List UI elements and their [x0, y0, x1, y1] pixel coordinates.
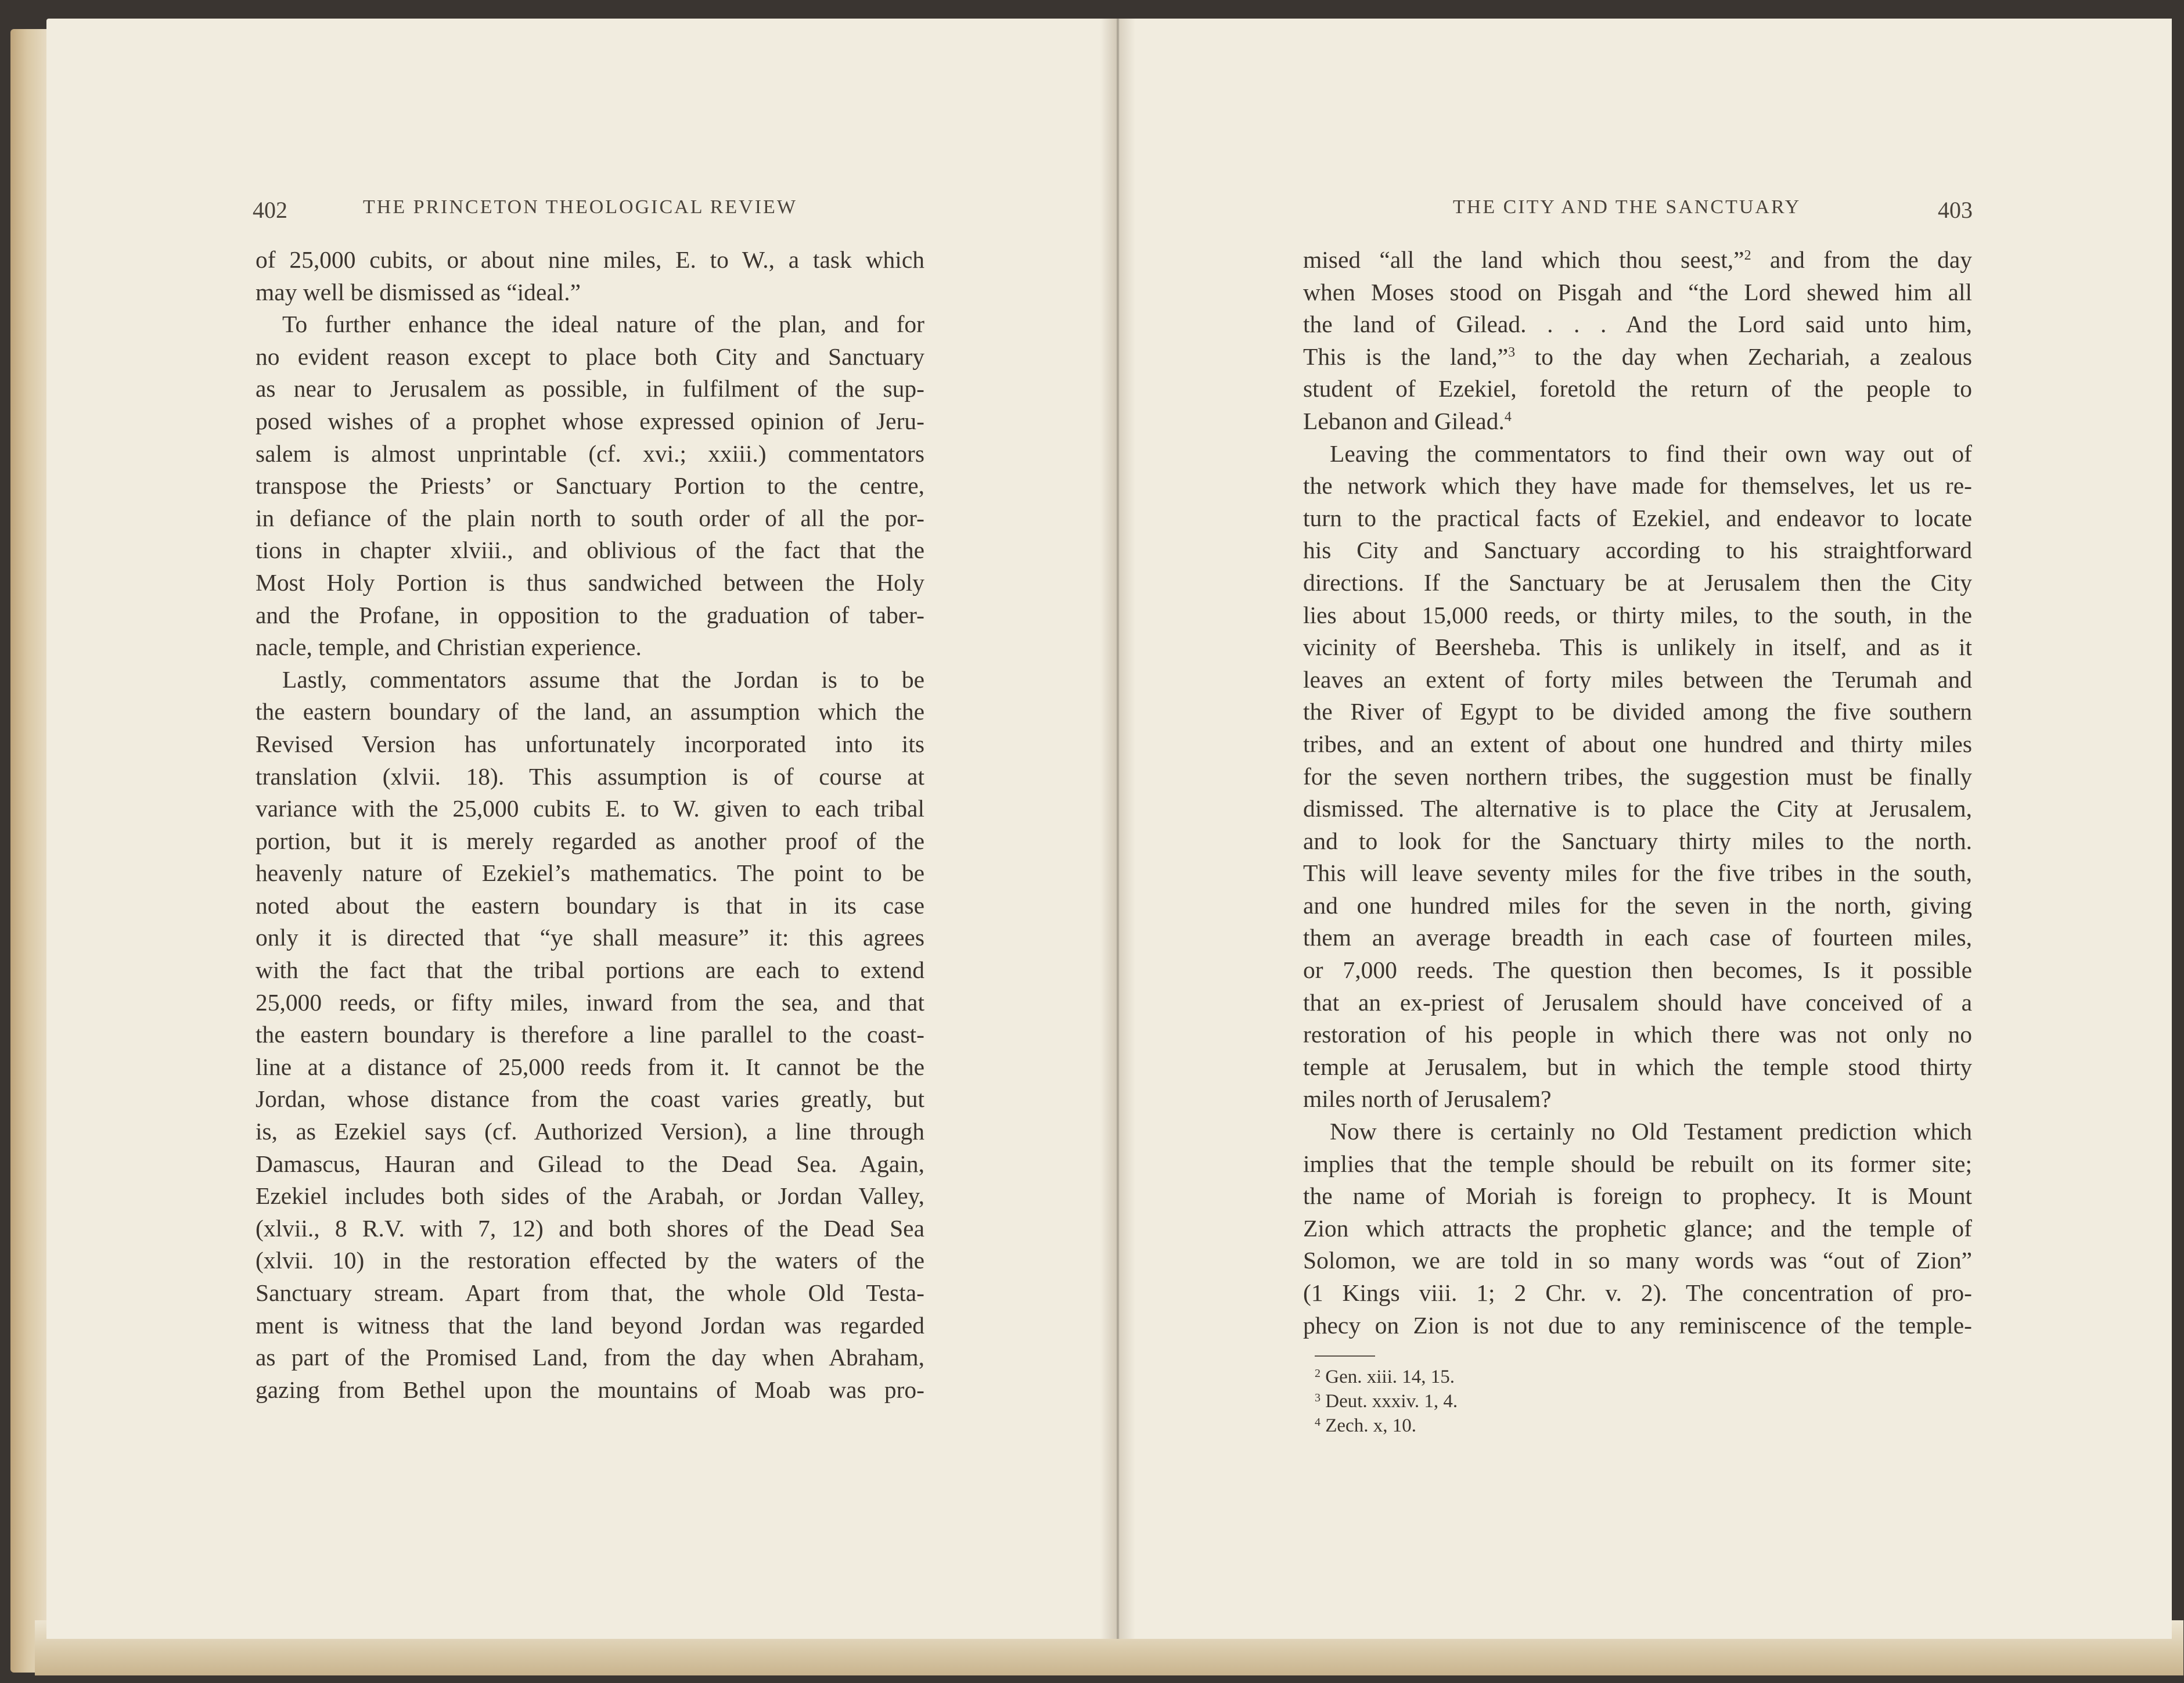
text-line: Solomon, we are told in so many words was “out of Zion”: [1303, 1247, 1972, 1274]
text-line: tribes, and an extent of about one hundred and thirty miles: [1303, 730, 1972, 757]
right-body-text: [1303, 244, 1972, 1342]
footnote-rule: [1315, 1355, 1375, 1357]
text-line: Damascus, Hauran and Gilead to the Dead Sea. Again,: [256, 1150, 924, 1177]
text-line: (xlvii. 10) in the restoration effected by the waters of the: [256, 1247, 924, 1274]
text-line: no evident reason except to place both City and Sanctuary: [256, 343, 924, 370]
left-page: [46, 19, 1118, 1639]
text-line: as part of the Promised Land, from the day when Abraham,: [256, 1344, 924, 1371]
text-line: posed wishes of a prophet whose expressed opinion of Jeru-: [256, 407, 924, 434]
text-line: Revised Version has unfortunately incorporated into its: [256, 730, 924, 757]
text-line: tions in chapter xlviii., and oblivious of the fact that the: [256, 537, 924, 564]
footnote-marker: 4: [1504, 409, 1512, 425]
text-line: directions. If the Sanctuary be at Jerusalem then the City: [1303, 569, 1972, 596]
text-line: restoration of his people in which there was not only no: [1303, 1021, 1972, 1048]
text-line: the network which they have made for themselves, let us re-: [1303, 472, 1972, 499]
text-line: 25,000 reeds, or fifty miles, inward from the sea, and that: [256, 988, 924, 1016]
text-line: or 7,000 reeds. The question then becomes, Is it possible: [1303, 956, 1972, 984]
text-line: the River of Egypt to be divided among the five southern: [1303, 698, 1972, 725]
text-line: vicinity of Beersheba. This is unlikely in itself, and as it: [1303, 634, 1972, 661]
text-line: dismissed. The alternative is to place the City at Jerusalem,: [1303, 795, 1972, 822]
text-line: ment is witness that the land beyond Jordan was regarded: [256, 1311, 924, 1339]
text-line: is, as Ezekiel says (cf. Authorized Version), a line through: [256, 1118, 924, 1145]
text-line: line at a distance of 25,000 reeds from it. It cannot be the: [256, 1053, 924, 1080]
text-line: for the seven northern tribes, the suggestion must be finally: [1303, 763, 1972, 790]
text-line: and the Profane, in opposition to the graduation of taber-: [256, 601, 924, 628]
text-line: transpose the Priests’ or Sanctuary Portion to the centre,: [256, 472, 924, 499]
footnote: $^3$ Deut. xxxiv. 1, 4.: [1315, 1391, 1458, 1412]
text-line: only it is directed that “ye shall measure” it: this agrees: [256, 924, 924, 951]
text-line: of 25,000 cubits, or about nine miles, E. to W., a task which: [256, 246, 924, 273]
text-line: heavenly nature of Ezekiel’s mathematics. The point to be: [256, 860, 924, 887]
text-line: phecy on Zion is not due to any reminiscence of the temple-: [1303, 1311, 1972, 1339]
text-line: when Moses stood on Pisgah and “the Lord shewed him all: [1303, 278, 1972, 305]
text-line: Lastly, commentators assume that the Jordan is to be: [282, 666, 924, 693]
gutter-shadow: [1100, 19, 1135, 1639]
text-line: Sanctuary stream. Apart from that, the whole Old Testa-: [256, 1279, 924, 1306]
text-line: nacle, temple, and Christian experience.: [256, 634, 642, 661]
text-line: as near to Jerusalem as possible, in fulfilment of the sup-: [256, 375, 924, 402]
text-line: turn to the practical facts of Ezekiel, and endeavor to locate: [1303, 504, 1972, 531]
right-running-head: THE CITY AND THE SANCTUARY: [1453, 196, 1801, 218]
left-folio: [253, 196, 287, 224]
text-line: Now there is certainly no Old Testament prediction which: [1330, 1118, 1972, 1145]
text-line: may well be dismissed as “ideal.”: [256, 278, 581, 305]
text-line: noted about the eastern boundary is that in its case: [256, 891, 924, 919]
text-line: Ezekiel includes both sides of the Arabah, or Jordan Valley,: [256, 1182, 924, 1210]
text-line: temple at Jerusalem, but in which the temple stood thirty: [1303, 1053, 1972, 1080]
left-running-head: THE PRINCETON THEOLOGICAL REVIEW: [363, 196, 797, 218]
text-line: that an ex-priest of Jerusalem should have conceived of a: [1303, 988, 1972, 1016]
text-line: This will leave seventy miles for the five tribes in the south,: [1303, 860, 1972, 887]
text-line: his City and Sanctuary according to his straightforward: [1303, 537, 1972, 564]
text-line: Zion which attracts the prophetic glance; and the temple of: [1303, 1214, 1972, 1242]
page-edges-left: [10, 29, 51, 1673]
text-line: and one hundred miles for the seven in the north, giving: [1303, 891, 1972, 919]
text-line: Lebanon and Gilead.$^4$: [1303, 407, 1512, 434]
text-line: portion, but it is merely regarded as another proof of the: [256, 827, 924, 854]
page-number: 402: [253, 197, 287, 223]
text-line: with the fact that the tribal portions are each to extend: [256, 956, 924, 984]
text-line: mised “all the land which thou seest,”$^2$ and from the day: [1303, 246, 1972, 273]
text-line: the eastern boundary of the land, an assumption which the: [256, 698, 924, 725]
footnote: $^4$ Zech. x, 10.: [1315, 1415, 1416, 1436]
text-line: translation (xlvii. 18). This assumption is of course at: [256, 763, 924, 790]
text-line: Jordan, whose distance from the coast varies greatly, but: [256, 1085, 924, 1113]
text-line: student of Ezekiel, foretold the return of the people to: [1303, 375, 1972, 402]
text-line: them an average breadth in each case of fourteen miles,: [1303, 924, 1972, 951]
text-line: Most Holy Portion is thus sandwiched between the Holy: [256, 569, 924, 596]
text-line: salem is almost unprintable (cf. xvi.; xxiii.) commentators: [256, 440, 924, 467]
text-line: Leaving the commentators to find their own way out of: [1330, 440, 1972, 467]
text-line: variance with the 25,000 cubits E. to W. given to each tribal: [256, 795, 924, 822]
text-line: the name of Moriah is foreign to prophecy. It is Mount: [1303, 1182, 1972, 1210]
text-line: lies about 15,000 reeds, or thirty miles, to the south, in the: [1303, 601, 1972, 628]
text-line: the land of Gilead. . . . And the Lord said unto him,: [1303, 311, 1972, 338]
text-line: implies that the temple should be rebuilt on its former site;: [1303, 1150, 1972, 1177]
text-line: gazing from Bethel upon the mountains of Moab was pro-: [256, 1376, 924, 1403]
left-body-text: [256, 244, 924, 1406]
text-line: To further enhance the ideal nature of the plan, and for: [282, 311, 924, 338]
footnote-marker: 3: [1508, 344, 1516, 360]
footnote: $^2$ Gen. xiii. 14, 15.: [1315, 1366, 1455, 1387]
text-line: (xlvii., 8 R.V. with 7, 12) and both shores of the Dead Sea: [256, 1214, 924, 1242]
text-line: This is the land,”$^3$ to the day when Zechariah, a zealous: [1303, 343, 1973, 370]
text-line: the eastern boundary is therefore a line parallel to the coast-: [256, 1021, 924, 1048]
right-folio: [1938, 196, 1973, 224]
text-line: leaves an extent of forty miles between the Terumah and: [1303, 666, 1972, 693]
text-line: (1 Kings viii. 1; 2 Chr. v. 2). The concentration of pro-: [1303, 1279, 1972, 1306]
text-line: and to look for the Sanctuary thirty miles to the north.: [1303, 827, 1972, 854]
text-line: miles north of Jerusalem?: [1303, 1085, 1552, 1113]
footnote-marker: 2: [1744, 248, 1751, 263]
right-page: [1118, 19, 2172, 1639]
page-number: 403: [1938, 197, 1973, 223]
text-line: in defiance of the plain north to south order of all the por-: [256, 504, 924, 531]
